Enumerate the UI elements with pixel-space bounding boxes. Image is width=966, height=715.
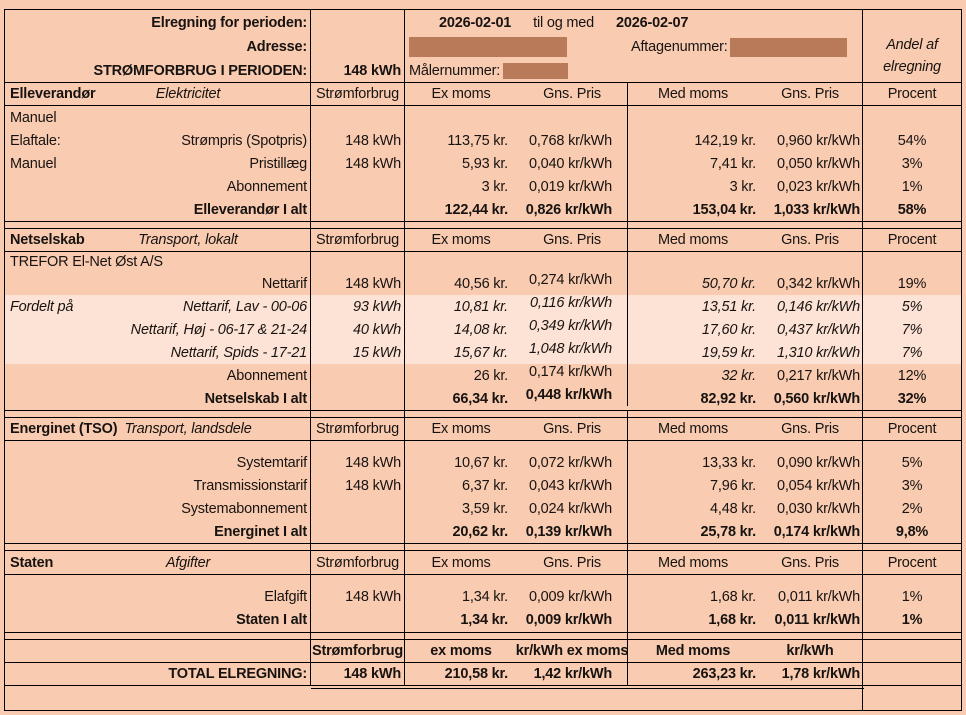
cell-gns-pris: 0,019 kr/kWh (517, 175, 628, 198)
cell-forbrug: 148 kWh (311, 474, 405, 497)
cell-med-moms: 142,19 kr. (694, 132, 756, 149)
col-header-gns-pris: Gns. Pris (517, 551, 628, 574)
section-total-row (5, 387, 961, 410)
cell-procent: 58% (897, 201, 927, 218)
col-header-med-moms: Med moms (657, 421, 729, 437)
section-total-row (5, 198, 961, 221)
row-label: Energinet I alt (214, 523, 307, 540)
cell-gns-pris-med: 0,146 kr/kWh (758, 295, 863, 318)
cell-gns-pris: 0,009 kr/kWh (517, 585, 628, 608)
cell-gns-pris-med: 0,960 kr/kWh (758, 129, 863, 152)
period-range (405, 10, 863, 36)
cell-gns-pris-med: 0,054 kr/kWh (758, 474, 863, 497)
address-row (405, 36, 863, 58)
row-label: Systemtarif (236, 454, 307, 471)
cell-gns-pris: 0,768 kr/kWh (517, 129, 628, 152)
col-header-gns-pris: Gns. Pris (517, 418, 628, 440)
section-spacer (5, 410, 961, 418)
section-total-row (5, 520, 961, 543)
col-header-ex-moms: Ex moms (431, 86, 491, 102)
section-subtitle: Elektricitet (155, 86, 221, 102)
row-label: Elleverandør I alt (193, 201, 307, 218)
total-kr-kwh: 1,78 kr/kWh (758, 663, 863, 685)
section-name: Elleverandør (10, 86, 96, 102)
cell-med-moms: 1,68 kr. (710, 588, 756, 605)
cell-med-moms: 4,48 kr. (710, 500, 756, 517)
table-row (5, 575, 961, 585)
table-row (5, 106, 961, 129)
cell-ex-moms: 10,81 kr. (453, 298, 508, 315)
col-header-gns-pris: Gns. Pris (517, 229, 628, 251)
cell-ex-moms: 15,67 kr. (453, 344, 508, 361)
table-row (5, 441, 961, 451)
cell-med-moms: 153,04 kr. (692, 201, 756, 218)
row-label: Nettarif, Spids - 17-21 (170, 344, 307, 361)
cell-med-moms: 3 kr. (729, 178, 756, 195)
cell-ex-moms: 14,08 kr. (453, 321, 508, 338)
row-label: Systemabonnement (181, 500, 307, 517)
row-label: Staten I alt (236, 612, 307, 628)
cell-procent: 19% (897, 275, 927, 292)
cell-forbrug: 148 kWh (311, 152, 405, 175)
cell-ex-moms: 10,67 kr. (454, 454, 508, 471)
col-header-gns-pris-med: Gns. Pris (758, 551, 863, 574)
col-header-forbrug: Strømforbrug (311, 83, 405, 105)
table-row (5, 341, 961, 364)
row-tag: TREFOR El-Net Øst A/S (10, 254, 163, 270)
row-tag: Fordelt på (10, 298, 74, 315)
cell-procent: 1% (901, 612, 923, 628)
cell-gns-pris-med: 0,023 kr/kWh (758, 175, 863, 198)
total-kr-kwh-ex: 1,42 kr/kWh (517, 663, 628, 685)
cell-gns-pris: 0,116 kr/kWh (517, 291, 628, 314)
cell-forbrug: 148 kWh (311, 272, 405, 295)
cell-gns-pris: 0,024 kr/kWh (517, 497, 628, 520)
col-header-gns-pris-med: Gns. Pris (758, 83, 863, 105)
section-subtitle: Transport, landsdele (124, 421, 252, 437)
cell-procent: 7% (901, 321, 923, 338)
meter-row (405, 58, 863, 83)
cell-forbrug: 148 kWh (311, 585, 405, 608)
col-header-gns-pris: Gns. Pris (517, 83, 628, 105)
section-name: Energinet (TSO) (10, 421, 118, 437)
col-header-med-moms: Med moms (657, 232, 729, 248)
row-label: Transmissionstarif (193, 477, 307, 494)
row-label: Elafgift (264, 588, 307, 605)
cell-procent: 5% (901, 298, 923, 315)
cell-forbrug: 148 kWh (311, 129, 405, 152)
cell-ex-moms: 40,56 kr. (454, 275, 508, 292)
cell-procent: 1% (901, 588, 923, 605)
cell-gns-pris: 0,072 kr/kWh (517, 451, 628, 474)
row-label: Nettarif, Lav - 00-06 (183, 298, 307, 315)
cell-ex-moms: 66,34 kr. (452, 390, 508, 407)
row-tag: Elaftale: (10, 132, 61, 149)
cell-gns-pris: 0,349 kr/kWh (517, 314, 628, 337)
cell-med-moms: 19,59 kr. (701, 344, 756, 361)
cell-gns-pris-med: 0,437 kr/kWh (758, 318, 863, 341)
table-row (5, 474, 961, 497)
elregning-table (4, 9, 962, 711)
col-header-forbrug: Strømforbrug (311, 229, 405, 251)
cell-gns-pris-med: 0,342 kr/kWh (758, 272, 863, 295)
row-label: Nettarif, Høj - 06-17 & 21-24 (130, 321, 307, 338)
cell-ex-moms: 122,44 kr. (444, 201, 508, 218)
total-forbrug: 148 kWh (311, 663, 405, 685)
row-label: Pristillæg (249, 155, 307, 172)
cell-gns-pris: 0,009 kr/kWh (517, 608, 628, 632)
bottom-row (5, 686, 961, 710)
row-tag: Manuel (10, 155, 57, 172)
row-label: Netselskab I alt (204, 390, 307, 407)
section-spacer (5, 543, 961, 551)
col-header-procent: Procent (887, 232, 937, 248)
period-to: 2026-02-07 (616, 15, 689, 31)
col-header-forbrug: Strømforbrug (311, 418, 405, 440)
section-name: Staten (10, 554, 54, 571)
cell-ex-moms: 26 kr. (473, 367, 508, 384)
aftagenummer-redacted (730, 38, 847, 57)
cell-ex-moms: 113,75 kr. (447, 132, 508, 149)
col-header-med-moms: Med moms (657, 86, 729, 102)
footer-col-ex-moms: ex moms (430, 643, 492, 659)
total-ex-moms: 210,58 kr. (444, 666, 508, 682)
cell-med-moms: 82,92 kr. (700, 390, 756, 407)
maalernummer-label: Målernummer: (409, 62, 501, 79)
table-row (5, 175, 961, 198)
cell-procent: 9,8% (895, 523, 929, 540)
cell-procent: 1% (901, 178, 923, 195)
table-row (5, 272, 961, 295)
cell-gns-pris-med: 0,217 kr/kWh (758, 364, 863, 387)
consumption-value: 148 kWh (311, 58, 405, 83)
section-header-energinet (5, 418, 961, 441)
cell-procent: 3% (901, 477, 923, 494)
col-header-procent: Procent (887, 421, 937, 437)
cell-gns-pris-med: 0,050 kr/kWh (758, 152, 863, 175)
section-spacer (5, 221, 961, 229)
section-name: Netselskab (10, 232, 85, 248)
section-header-netselskab (5, 229, 961, 252)
section-subtitle: Afgifter (165, 554, 211, 571)
total-label: TOTAL ELREGNING: (168, 666, 307, 682)
period-label: Elregning for perioden: (5, 10, 311, 36)
row-label: Abonnement (226, 178, 307, 195)
section-header-elleverandoer (5, 83, 961, 106)
col-header-ex-moms: Ex moms (431, 554, 491, 571)
cell-ex-moms: 3,59 kr. (462, 500, 508, 517)
col-header-forbrug: Strømforbrug (311, 551, 405, 574)
table-row (5, 129, 961, 152)
address-redacted (409, 37, 567, 57)
cell-forbrug: 15 kWh (311, 341, 405, 364)
footer-header-row (5, 640, 961, 663)
cell-ex-moms: 20,62 kr. (452, 523, 508, 540)
cell-gns-pris: 0,040 kr/kWh (517, 152, 628, 175)
cell-procent: 12% (897, 367, 927, 384)
consumption-label: STRØMFORBRUG I PERIODEN: (5, 58, 311, 83)
table-row (5, 364, 961, 387)
table-row (5, 152, 961, 175)
cell-gns-pris-med: 0,030 kr/kWh (758, 497, 863, 520)
cell-ex-moms: 5,93 kr. (462, 155, 508, 172)
cell-gns-pris: 1,048 kr/kWh (517, 337, 628, 360)
cell-med-moms: 7,41 kr. (710, 155, 756, 172)
table-row (5, 252, 961, 272)
cell-gns-pris-med: 1,033 kr/kWh (758, 198, 863, 221)
period-range-separator: til og med (533, 15, 595, 31)
col-header-gns-pris-med: Gns. Pris (758, 229, 863, 251)
table-row (5, 451, 961, 474)
cell-procent: 7% (901, 344, 923, 361)
cell-forbrug: 93 kWh (311, 295, 405, 318)
grand-total-row (5, 663, 961, 686)
cell-procent: 2% (901, 500, 923, 517)
cell-gns-pris: 0,274 kr/kWh (517, 268, 628, 291)
section-header-staten (5, 551, 961, 575)
col-header-ex-moms: Ex moms (431, 421, 491, 437)
cell-procent: 54% (897, 132, 927, 149)
cell-forbrug: 148 kWh (311, 451, 405, 474)
address-label: Adresse: (5, 36, 311, 58)
cell-procent: 5% (901, 454, 923, 471)
cell-med-moms: 32 kr. (721, 367, 756, 384)
cell-gns-pris-med: 1,310 kr/kWh (758, 341, 863, 364)
table-row (5, 295, 961, 318)
section-subtitle: Transport, lokalt (138, 232, 238, 248)
bill-header (5, 10, 961, 83)
footer-col-kr-kwh-ex: kr/kWh ex moms (517, 640, 628, 662)
maalernummer-redacted (503, 63, 568, 79)
cell-ex-moms: 3 kr. (481, 178, 508, 195)
footer-col-kr-kwh: kr/kWh (758, 640, 863, 662)
cell-med-moms: 7,96 kr. (710, 477, 756, 494)
col-header-med-moms: Med moms (657, 554, 729, 571)
col-header-procent: Procent (887, 554, 937, 571)
cell-forbrug: 40 kWh (311, 318, 405, 341)
table-row (5, 585, 961, 608)
cell-gns-pris: 0,174 kr/kWh (517, 360, 628, 383)
row-label: Strømpris (Spotpris) (181, 132, 307, 149)
cell-gns-pris-med: 0,090 kr/kWh (758, 451, 863, 474)
col-header-ex-moms: Ex moms (431, 232, 491, 248)
row-label: Abonnement (226, 367, 307, 384)
cell-gns-pris: 0,448 kr/kWh (517, 383, 628, 406)
aftagenummer-label: Aftagenummer: (631, 39, 728, 55)
cell-gns-pris-med: 0,174 kr/kWh (758, 520, 863, 543)
row-label: Nettarif (261, 275, 307, 292)
cell-med-moms: 50,70 kr. (701, 275, 756, 292)
cell-gns-pris-med: 0,560 kr/kWh (758, 387, 863, 410)
cell-ex-moms: 1,34 kr. (460, 612, 508, 628)
col-header-gns-pris-med: Gns. Pris (758, 418, 863, 440)
cell-gns-pris: 0,043 kr/kWh (517, 474, 628, 497)
footer-col-forbrug: Strømforbrug (311, 640, 405, 662)
cell-med-moms: 13,33 kr. (702, 454, 756, 471)
section-spacer (5, 632, 961, 640)
row-tag: Manuel (10, 109, 57, 126)
cell-gns-pris-med: 0,011 kr/kWh (758, 608, 863, 632)
cell-ex-moms: 6,37 kr. (462, 477, 508, 494)
table-row (5, 318, 961, 341)
cell-gns-pris-med: 0,011 kr/kWh (758, 585, 863, 608)
period-from: 2026-02-01 (439, 15, 512, 31)
cell-ex-moms: 1,34 kr. (462, 588, 508, 605)
cell-med-moms: 25,78 kr. (700, 523, 756, 540)
cell-gns-pris: 0,826 kr/kWh (517, 198, 628, 221)
total-med-moms: 263,23 kr. (692, 666, 756, 682)
cell-gns-pris: 0,139 kr/kWh (517, 520, 628, 543)
col-header-procent: Procent (887, 86, 937, 102)
footer-col-med-moms: Med moms (655, 643, 731, 659)
section-total-row (5, 608, 961, 632)
cell-med-moms: 1,68 kr. (708, 612, 756, 628)
cell-med-moms: 13,51 kr. (701, 298, 756, 315)
table-row (5, 497, 961, 520)
cell-procent: 32% (897, 390, 927, 407)
cell-procent: 3% (901, 155, 923, 172)
andel-header: Andel af elregning (883, 37, 941, 75)
cell-med-moms: 17,60 kr. (701, 321, 756, 338)
